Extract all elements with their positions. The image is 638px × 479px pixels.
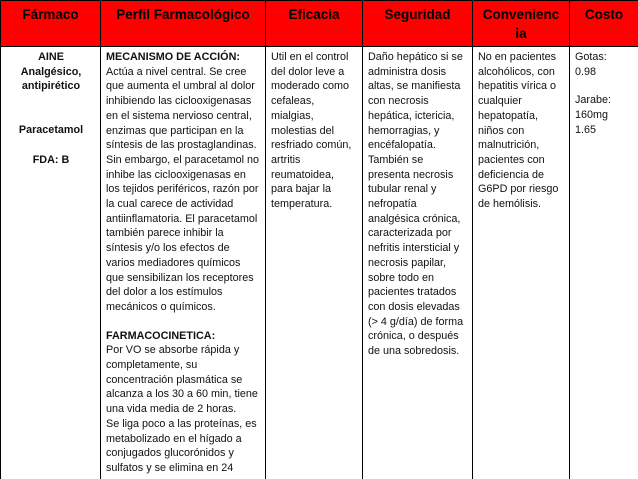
cell-perfil-farmacologico [101,47,266,479]
fda-category: FDA: B [32,153,70,166]
safety-text-1: Daño hepático si se administra dosis altas, se manifiesta con necrosis hepática, ictericia, hemorragias, y encéfalopatía. [368,51,463,152]
header-seguridad: Seguridad [363,1,473,47]
pharmacokinetics-text-2: Se liga poco a las proteínas, es metabolizado en el hígado a conjugados glucorónidos y sulfatos y se elimina en 24 [106,417,257,474]
drops-price: 0.98 [575,65,597,78]
drug-group: AINE [38,51,64,63]
cell-farmaco [1,47,101,479]
cell-eficacia [266,47,363,479]
drug-class: Analgésico, antipirético [20,65,82,93]
header-conveniencia: Convenienc ia [473,1,570,47]
header-farmaco: Fármaco [1,1,101,47]
syrup-dose: 160mg [575,109,609,122]
pharmacokinetics-text-1: Por VO se absorbe rápida y completamente, su concentración plasmática se alcanza a los 30 a 60 min, tiene una vida media de 2 horas. [106,344,258,416]
mechanism-title: MECANISMO DE ACCIÓN: [106,51,240,63]
drug-name: Paracetamol [18,124,84,137]
cell-costo [570,47,638,479]
pharmacokinetics-title: FARMACOCINETICA: [106,329,216,342]
safety-text-2: También se presenta necrosis tubular renal y nefropatía analgésica crónica, caracterizada por nefritis intersticial y necrosis papilar, sobre todo en pacientes tratados con dosis elevadas (> 4 g/día) de forma crónica, o después de una sobredosis. [368,153,464,358]
header-perfil-farmacologico: Perfil Farmacológico [101,1,266,47]
syrup-label: Jarabe: [575,94,612,107]
efficacy-text: Util en el control del dolor leve a moderado como cefaleas, mialgias, molestias del resfriado común, artritis reumatoidea, para bajar la temperatura. [271,51,352,211]
cell-seguridad [363,47,473,479]
header-eficacia: Eficacia [266,1,363,47]
drops-label: Gotas: [575,51,607,63]
header-costo: Costo [570,1,638,47]
mechanism-text: Actúa a nivel central. Se cree que aumenta el umbral al dolor inhibiendo las ciclooxigenasas en el sistema nervioso central, enzimas que participan en la síntesis de las prostaglandinas. Sin embargo, el paracetamol no inhibe las ciclooxigenasas en los tejidos periféricos, razón por la cual carece de actividad antiinflamatoria. El paracetamol también parece inhibir la síntesis y/o los efectos de varios mediadores químicos que sensibilizan los receptores del dolor a los estímulos mecánicos o químicos. [106,65,260,313]
table-header-row [1,1,638,47]
cell-conveniencia [473,47,570,479]
syrup-price: 1.65 [575,123,597,136]
table-row [1,47,638,479]
convenience-text: No en pacientes alcohólicos, con hepatitis vírica o cualquier hepatopatía, niños con malnutrición, pacientes con deficiencia de G6PD por riesgo de hemólisis. [478,51,559,211]
